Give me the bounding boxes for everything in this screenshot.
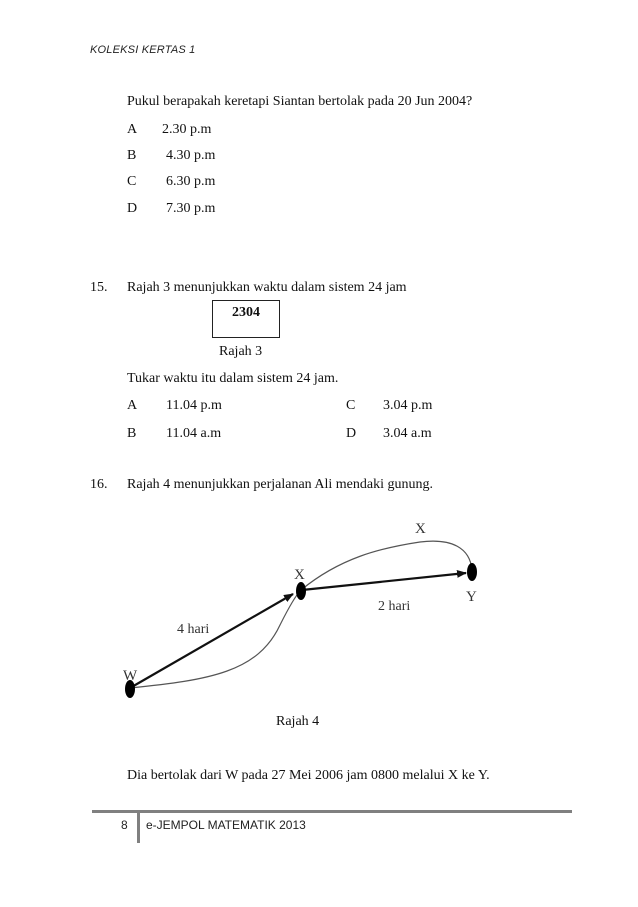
q16-caption: Rajah 4 bbox=[276, 714, 320, 729]
q15-option-b-text: 11.04 a.m bbox=[166, 426, 222, 441]
arrow-x-y bbox=[302, 573, 466, 590]
q14-option-d-letter: D bbox=[127, 201, 138, 216]
q14-option-c-text: 6.30 p.m bbox=[166, 174, 216, 189]
q15-option-a-text: 11.04 p.m bbox=[166, 398, 222, 413]
footer-divider bbox=[92, 810, 572, 813]
q14-stem: Pukul berapakah keretapi Siantan bertolak pada 20 Jun 2004? bbox=[127, 94, 473, 109]
q14-option-c-letter: C bbox=[127, 174, 137, 189]
point-x-label: X bbox=[294, 567, 305, 583]
point-y-dot bbox=[467, 563, 477, 581]
route-curve-x-y bbox=[301, 541, 472, 590]
q14-option-a-text: 2.30 p.m bbox=[162, 122, 212, 137]
footer-title: e-JEMPOL MATEMATIK 2013 bbox=[146, 818, 306, 832]
q15-option-b-letter: B bbox=[127, 426, 137, 441]
q15-stem: Rajah 3 menunjukkan waktu dalam sistem 24 jam bbox=[127, 280, 407, 295]
label-4-hari: 4 hari bbox=[177, 622, 210, 637]
q15-instruction: Tukar waktu itu dalam sistem 24 jam. bbox=[127, 371, 339, 386]
q15-option-a-letter: A bbox=[127, 398, 138, 413]
arrow-w-x bbox=[130, 594, 293, 688]
q14-option-b-letter: B bbox=[127, 148, 137, 163]
q15-option-c-text: 3.04 p.m bbox=[383, 398, 433, 413]
q15-option-d-letter: D bbox=[346, 426, 357, 441]
q15-option-c-letter: C bbox=[346, 398, 356, 413]
q15-number: 15. bbox=[90, 280, 108, 295]
q15-time-value: 2304 bbox=[232, 305, 260, 320]
q14-option-a-letter: A bbox=[127, 122, 138, 137]
footer-vertical-divider bbox=[137, 810, 140, 843]
q15-option-d-text: 3.04 a.m bbox=[383, 426, 432, 441]
q16-stem: Rajah 4 menunjukkan perjalanan Ali mendaki gunung. bbox=[127, 477, 433, 492]
q14-option-d-text: 7.30 p.m bbox=[166, 201, 216, 216]
q16-text: Dia bertolak dari W pada 27 Mei 2006 jam 0800 melalui X ke Y. bbox=[127, 768, 490, 783]
q14-option-b-text: 4.30 p.m bbox=[166, 148, 216, 163]
footer-page-number: 8 bbox=[121, 818, 128, 832]
label-2-hari: 2 hari bbox=[378, 599, 411, 614]
curve-x-label: X bbox=[415, 521, 426, 537]
point-w-label: W bbox=[123, 668, 138, 684]
q15-caption: Rajah 3 bbox=[219, 344, 263, 359]
point-x-dot bbox=[296, 582, 306, 600]
document-header: KOLEKSI KERTAS 1 bbox=[90, 44, 196, 56]
q16-number: 16. bbox=[90, 477, 108, 492]
point-y-label: Y bbox=[466, 589, 477, 605]
